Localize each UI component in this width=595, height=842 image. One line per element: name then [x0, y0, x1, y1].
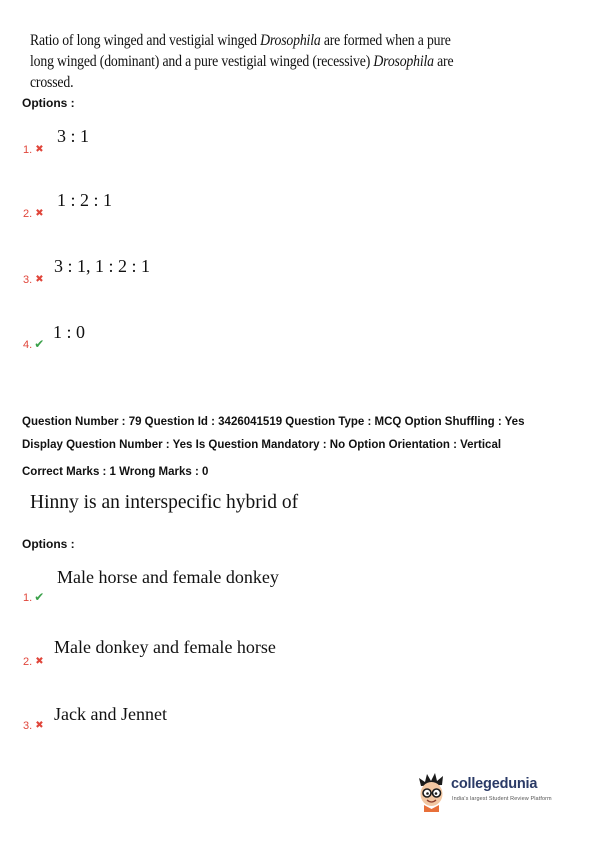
- option-index: 1.: [23, 592, 33, 604]
- question-text-part: Ratio of long winged and vestigial winged: [30, 32, 261, 49]
- species-name: Drosophila: [260, 32, 321, 49]
- wrong-mark-icon: ✖: [35, 274, 44, 285]
- correct-mark-icon: ✔: [34, 337, 45, 351]
- option-text: Male horse and female donkey: [57, 567, 279, 587]
- logo-tagline: India's largest Student Review Platform: [452, 796, 552, 802]
- species-name: Drosophila: [373, 53, 434, 70]
- logo-name-text: collegedunia: [451, 776, 538, 792]
- question-meta-line: Correct Marks : 1 Wrong Marks : 0: [22, 466, 209, 478]
- option-text: Male donkey and female horse: [54, 637, 276, 657]
- option-index: 3.: [23, 720, 33, 732]
- wrong-mark-icon: ✖: [35, 208, 44, 219]
- logo-wordmark: [451, 776, 537, 792]
- question-meta-line: Question Number : 79 Question Id : 3426041519 Question Type : MCQ Option Shuffling : Yes: [22, 416, 525, 428]
- question-meta-line: Display Question Number : Yes Is Question Mandatory : No Option Orientation : Vertical: [22, 439, 502, 451]
- option-number: [23, 208, 44, 220]
- question-text: Hinny is an interspecific hybrid of: [30, 492, 299, 513]
- correct-mark-icon: ✔: [34, 590, 45, 604]
- question-text: [30, 30, 477, 93]
- wrong-mark-icon: ✖: [35, 720, 44, 731]
- option-number: [23, 274, 44, 286]
- options-heading: Options :: [22, 96, 75, 110]
- option-number: [23, 144, 44, 156]
- option-text: 3 : 1: [57, 126, 90, 146]
- option-number: [23, 720, 44, 732]
- question-text-part: are crossed.: [30, 53, 454, 91]
- wrong-mark-icon: ✖: [35, 144, 44, 155]
- option-number: [23, 337, 44, 351]
- option-index: 2.: [23, 656, 33, 668]
- option-number: [23, 590, 44, 604]
- option-text: 3 : 1, 1 : 2 : 1: [54, 256, 151, 276]
- option-text: 1 : 2 : 1: [57, 190, 113, 210]
- option-index: 1.: [23, 144, 33, 156]
- options-heading: Options :: [22, 537, 75, 551]
- option-text: Jack and Jennet: [54, 704, 167, 724]
- wrong-mark-icon: ✖: [35, 656, 44, 667]
- option-number: [23, 656, 44, 668]
- option-index: 4.: [23, 339, 33, 351]
- option-index: 3.: [23, 274, 33, 286]
- option-text: 1 : 0: [53, 322, 86, 342]
- collegedunia-logo: [415, 772, 565, 812]
- question-text-part: are formed when a pure long winged (dominant) and a pure vestigial winged (recessive): [30, 32, 451, 70]
- option-index: 2.: [23, 208, 33, 220]
- student-avatar-icon: [415, 772, 449, 812]
